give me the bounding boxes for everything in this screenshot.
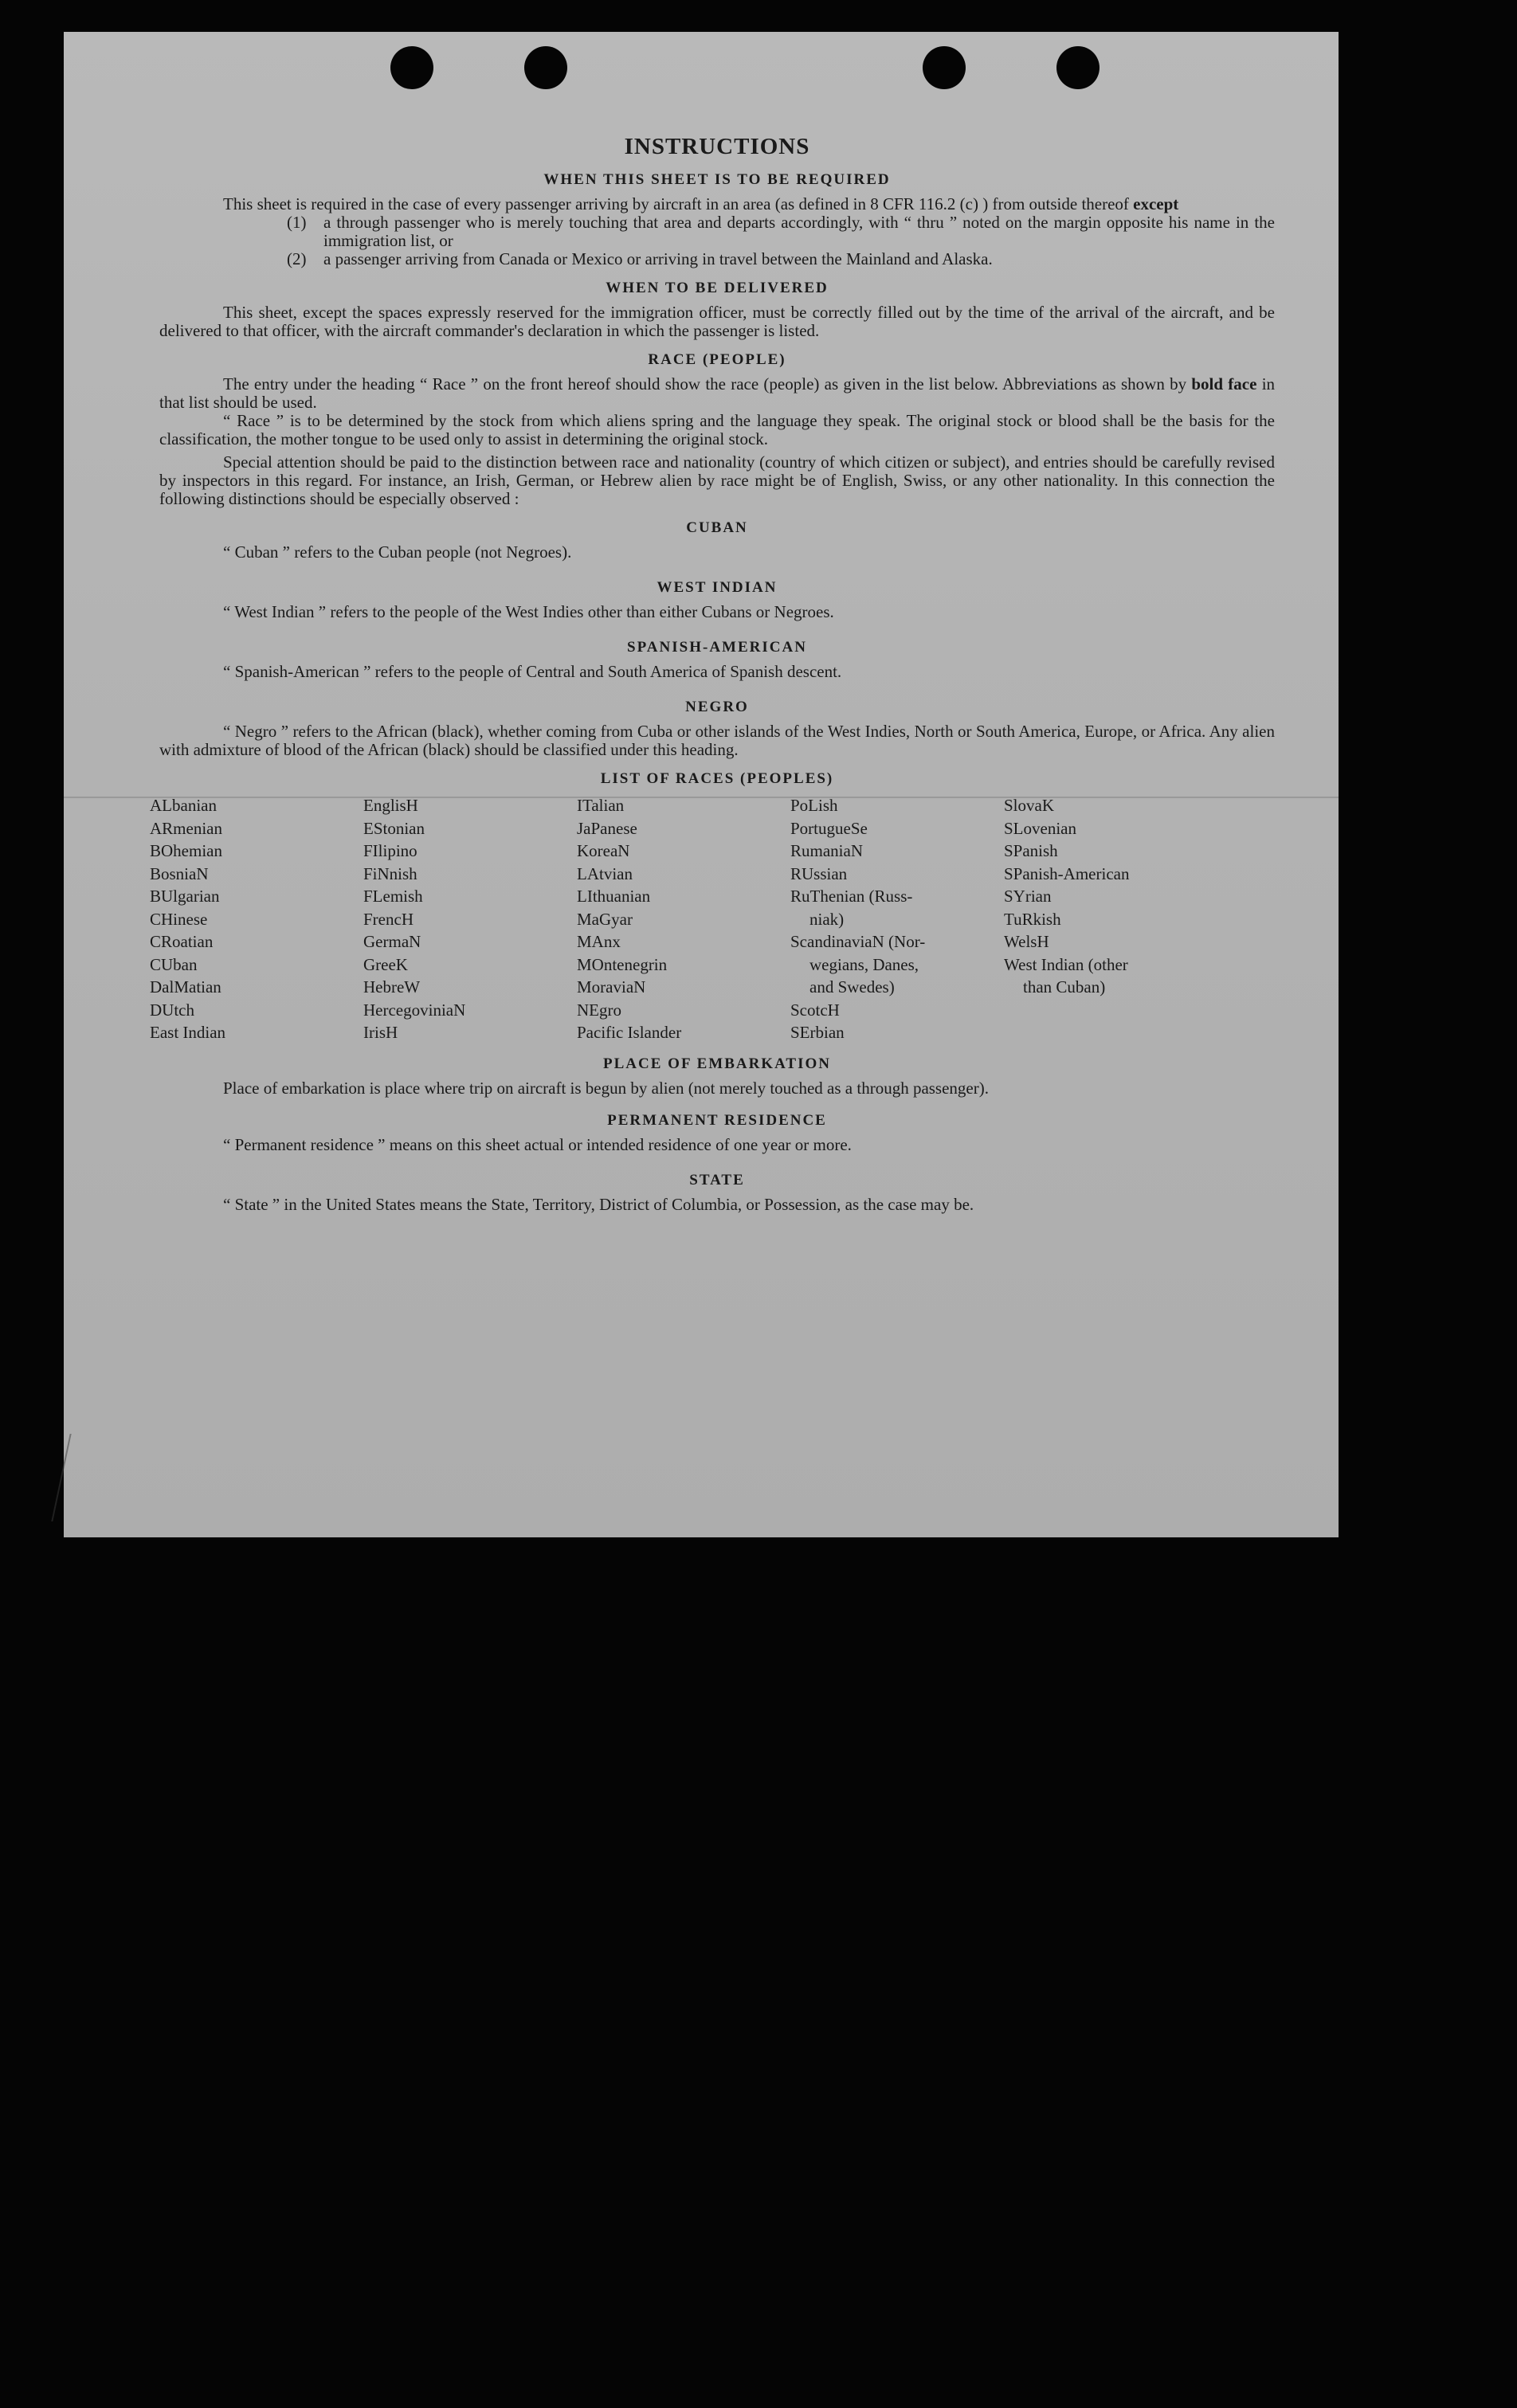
races-column-1 [150,794,363,1044]
race-entry: MAnx [577,932,621,951]
race-entry: CUban [150,954,198,974]
punch-hole [1056,46,1100,89]
cuban-text: “ Cuban ” refers to the Cuban people (not Negroes). [223,542,572,562]
race-entry: ARmenian [150,818,222,838]
residence-text: “ Permanent residence ” means on this sheet actual or intended residence of one year or more. [223,1134,852,1154]
race-entry: SlovaK [1004,796,1054,815]
race-entry: BOhemian [150,841,222,860]
race-entry: Pacific Islander [577,1023,682,1042]
instructions-body [150,134,1276,1214]
race-paragraph-2: “ Race ” is to be determined by the stock from which aliens spring and the language they speak. The original stock or blood shall be the basis for the classification, the mother tongue to be used only to assist in determining the original stock. [159,411,1275,448]
race-entry: SPanish-American [1004,863,1130,883]
races-column-2 [363,794,577,1044]
race-entry: BosniaN [150,863,209,883]
condition-number: (1) [287,213,307,232]
race-entry: GermaN [363,932,421,951]
race-entry: RumaniaN [790,841,863,860]
race-entry: than Cuban) [1023,977,1106,996]
punch-hole [923,46,966,89]
race-entry: RuThenian (Russ- [790,887,913,906]
race-entry: West Indian (other [1004,954,1128,974]
race-entry: FrencH [363,909,414,929]
race-entry: TuRkish [1004,909,1061,929]
race-entry: GreeK [363,954,408,974]
race-entry: HercegoviniaN [363,1000,466,1020]
condition-number: (2) [287,249,307,268]
except-word: except [1133,194,1179,213]
race-entry: KoreaN [577,841,630,860]
cuban-heading: CUBAN [686,519,748,536]
race-entry: DalMatian [150,977,221,996]
required-heading: WHEN THIS SHEET IS TO BE REQUIRED [543,171,891,188]
page-title: INSTRUCTIONS [624,134,810,159]
race-entry: ALbanian [150,796,217,815]
race-entry: IrisH [363,1023,398,1042]
race-entry: MoraviaN [577,977,646,996]
race-entry: FLemish [363,887,423,906]
west-indian-text: “ West Indian ” refers to the people of the West Indies other than either Cubans or Negroes. [223,602,834,621]
race-entry: wegians, Danes, [809,954,919,974]
race-entry: SErbian [790,1023,845,1042]
condition-text: a passenger arriving from Canada or Mexico or arriving in travel between the Mainland and Alaska. [323,249,993,268]
negro-text: “ Negro ” refers to the African (black), whether coming from Cuba or other islands of the West Indies, North or South America, Europe, or Africa. Any alien with admixture of blood of the African (black) should be classified under this heading. [159,722,1275,759]
race-entry: MaGyar [577,909,633,929]
race-entry: WelsH [1004,932,1049,951]
race-entry: ITalian [577,796,625,815]
race-paragraph-3: Special attention should be paid to the distinction between race and nationality (country of which citizen or subject), and entries should be carefully revised by inspectors in this regard. For instance, an Irish, German, or Hebrew alien by race might be of English, Swiss, or any other nationality. In this connection the following distinctions should be especially observed : [159,452,1275,508]
condition-item [287,250,1275,268]
race-entry: EnglisH [363,796,418,815]
race-entry: FiNnish [363,863,417,883]
race-paragraph-1: The entry under the heading “ Race ” on the front hereof should show the race (people) as given in the list below. Abbreviations as shown by bold face in that list should be used. [159,374,1276,412]
torn-corner [51,1434,119,1521]
race-entry: niak) [809,909,845,929]
race-entry: and Swedes) [809,977,895,996]
spanish-american-text: “ Spanish-American ” refers to the people of Central and South America of Spanish descent. [223,662,842,681]
races-list [150,794,1275,1044]
race-entry: FIlipino [363,841,417,860]
race-entry: ScotcH [790,1000,840,1020]
race-entry: ScandinaviaN (Nor- [790,932,926,951]
punch-hole [390,46,433,89]
race-entry: DUtch [150,1000,194,1020]
race-entry: BUlgarian [150,887,220,906]
race-entry: EStonian [363,818,425,838]
race-entry: CHinese [150,909,208,929]
race-entry: SPanish [1004,841,1058,860]
races-column-4 [790,794,1004,1044]
condition-text: a through passenger who is merely touching that area and departs accordingly, with “ thru ” noted on the margin opposite his name in the immigration list, or [323,213,1275,250]
races-list-heading: LIST OF RACES (PEOPLES) [600,770,834,787]
residence-heading: PERMANENT RESIDENCE [607,1111,827,1129]
race-entry: PoLish [790,796,838,815]
west-indian-heading: WEST INDIAN [657,579,778,596]
race-entry: MOntenegrin [577,954,668,974]
state-heading: STATE [689,1171,745,1188]
embarkation-text: Place of embarkation is place where trip on aircraft is begun by alien (not merely touched as a through passenger). [223,1078,989,1098]
delivered-text: This sheet, except the spaces expressly reserved for the immigration officer, must be correctly filled out by the time of the arrival of the aircraft, and be delivered to that officer, with the aircraft commander's declaration in which the passenger is listed. [159,303,1275,340]
delivered-heading: WHEN TO BE DELIVERED [606,280,829,296]
race-entry: LAtvian [577,863,633,883]
required-intro: This sheet is required in the case of every passenger arriving by aircraft in an area (as defined in 8 CFR 116.2 (c) ) from outside thereof except [223,194,1179,213]
race-heading: RACE (PEOPLE) [648,351,786,368]
races-column-3 [577,794,790,1044]
state-text: “ State ” in the United States means the State, Territory, District of Columbia, or Possession, as the case may be. [223,1194,974,1214]
race-entry: NEgro [577,1000,621,1020]
condition-item [287,213,1275,250]
document-sheet [64,32,1339,1537]
race-entry: HebreW [363,977,421,996]
negro-heading: NEGRO [685,699,749,715]
race-entry: LIthuanian [577,887,651,906]
race-entry: SLovenian [1004,818,1076,838]
race-entry: East Indian [150,1023,226,1042]
embarkation-heading: PLACE OF EMBARKATION [603,1055,831,1072]
race-entry: CRoatian [150,932,214,951]
race-entry: RUssian [790,863,848,883]
race-entry: JaPanese [577,818,637,838]
races-column-5 [1004,794,1195,1044]
race-entry: PortugueSe [790,818,868,838]
punch-hole [524,46,567,89]
spanish-american-heading: SPANISH-AMERICAN [627,639,807,656]
race-entry: SYrian [1004,887,1052,906]
